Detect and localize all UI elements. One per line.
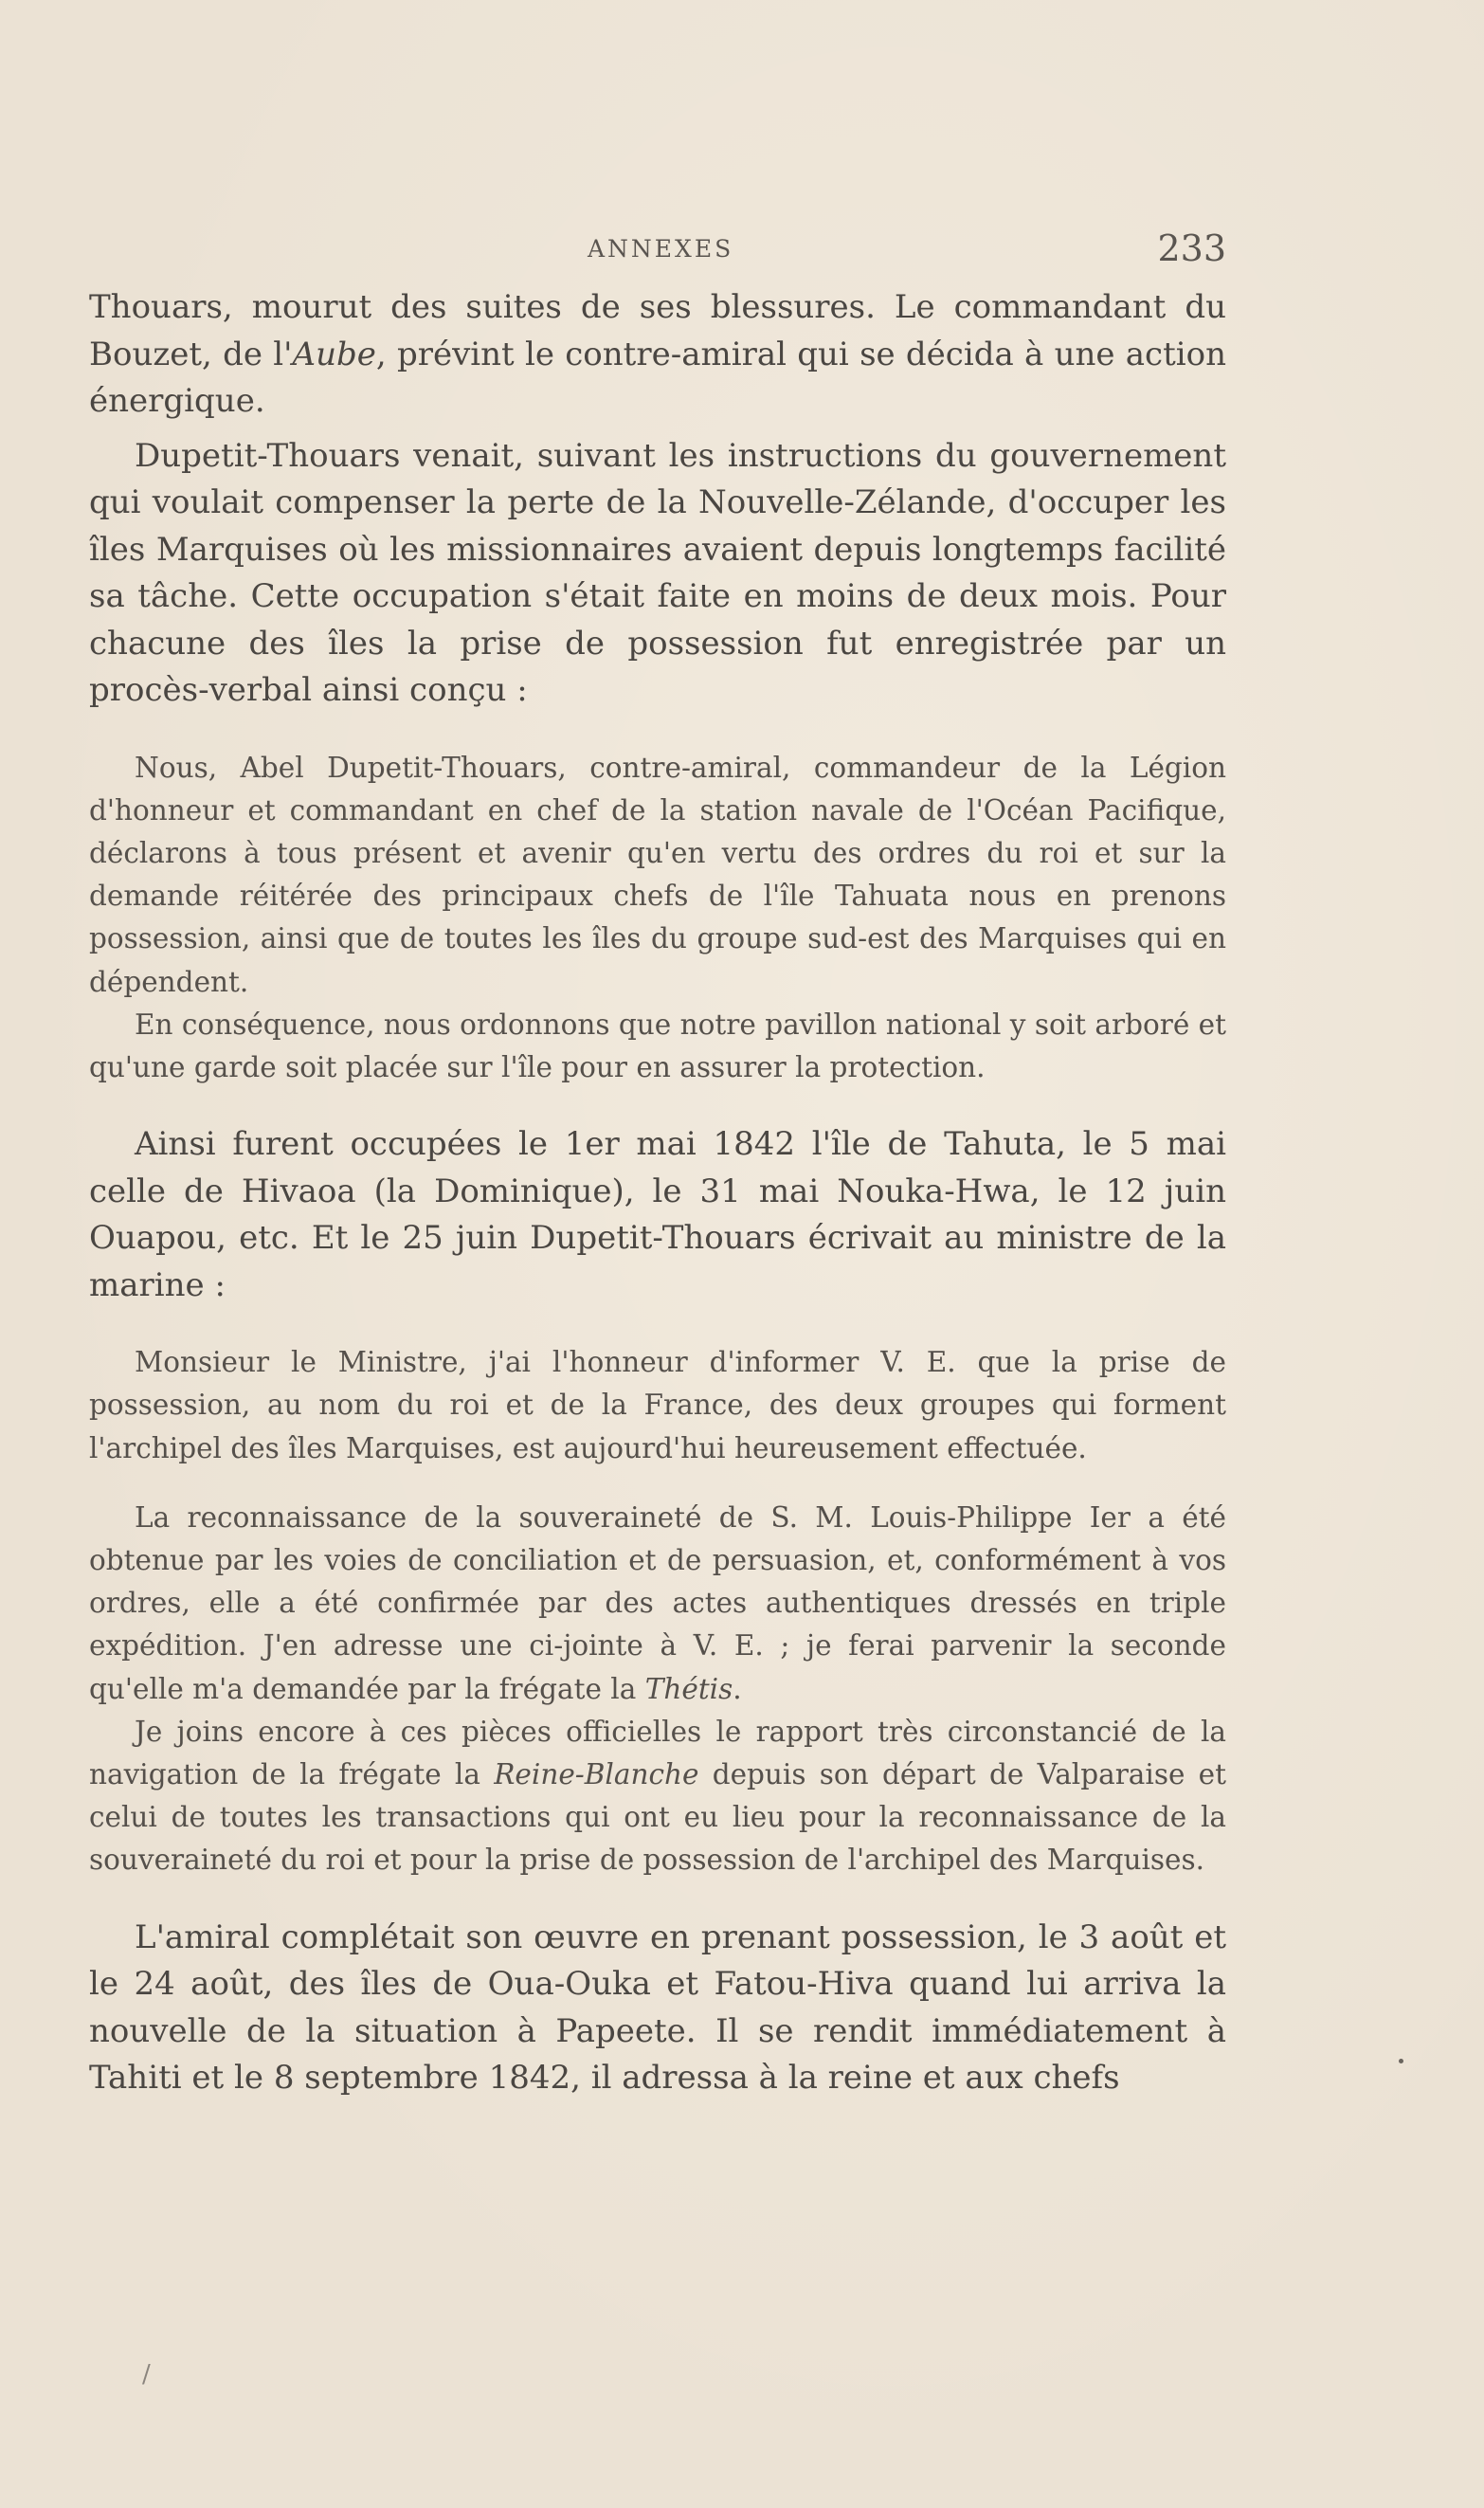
margin-dot: [1399, 2059, 1403, 2063]
paragraph-2: Dupetit-Thouars venait, suivant les instructions du gouvernement qui voulait compenser la perte de la Nouvelle-Zélande, d'occuper les îles Marquises où les missionnaires avaient depuis longtemps facilité sa tâche. Cette occupation s'était faite en moins de deux mois. Pour chacune des îles la prise de possession fut enregistrée par un procès-verbal ainsi conçu :: [89, 436, 1226, 709]
ship-name-reine-blanche: Reine-Blanche: [494, 1757, 699, 1790]
page-number: 233: [1157, 227, 1226, 269]
letter-paragraph-2-text: La reconnaissance de la souveraineté de S. M. Louis-Philippe Ier a été obtenue par les voies de conciliation et de persuasion, et, conformément à vos ordres, elle a été confirmée par des actes authentiques dressés en triple expédition. J'en adresse une ci-jointe à V. E. ; je ferai parvenir la seconde qu'elle m'a demandée par la frégate la: [89, 1500, 1226, 1705]
quote-proces-verbal-2: En conséquence, nous ordonnons que notre pavillon national y soit arboré et qu'une garde soit placée sur l'île pour en assurer la protection.: [89, 1008, 1226, 1083]
running-title: ANNEXES: [588, 235, 734, 263]
letter-paragraph-3-text: Je joins encore à ces pièces officielles le rapport très circonstancié de la navigation de la frégate la: [89, 1715, 1226, 1790]
body-text: [89, 284, 1226, 2102]
paragraph-1: [89, 284, 1226, 426]
letter-paragraph-2-end: .: [733, 1672, 742, 1705]
page-header: [0, 227, 1484, 273]
paragraph-occupation: Ainsi furent occupées le 1er mai 1842 l'île de Tahuta, le 5 mai celle de Hivaoa (la Dominique), le 31 mai Nouka-Hwa, le 12 juin Ouapou, etc. Et le 25 juin Dupetit-Thouars écrivait au ministre de la marine :: [89, 1125, 1226, 1304]
ship-name-thetis: Thétis: [644, 1672, 733, 1705]
ship-name-aube: Aube: [292, 335, 376, 373]
letter-paragraph-1: Monsieur le Ministre, j'ai l'honneur d'informer V. E. que la prise de possession, au nom du roi et de la France, des deux groupes qui forment l'archipel des îles Marquises, est aujourd'hui heureusement effectuée.: [89, 1346, 1226, 1464]
margin-mark: /: [142, 2360, 151, 2389]
letter-paragraph-2: [89, 1497, 1226, 1711]
quote-proces-verbal: Nous, Abel Dupetit-Thouars, contre-amiral, commandeur de la Légion d'honneur et commandant en chef de la station navale de l'Océan Pacifique, déclarons à tous présent et avenir qu'en vertu des ordres du roi et sur la demande réitérée des principaux chefs de l'île Tahuata nous en prenons possession, ainsi que de toutes les îles du groupe sud-est des Marquises qui en dépendent.: [89, 751, 1226, 998]
paragraph-final: L'amiral complétait son œuvre en prenant possession, le 3 août et le 24 août, des îles de Oua-Ouka et Fatou-Hiva quand lui arriva la nouvelle de la situation à Papeete. Il se rendit immédiatement à Tahiti et le 8 septembre 1842, il adressa à la reine et aux chefs: [89, 1917, 1226, 2098]
paragraph-1-text: Thouars, mourut des suites de ses blessures. Le commandant du Bouzet, de l': [89, 288, 1226, 373]
paragraph-1-end: , prévint le contre-amiral qui se décida à une action énergique.: [89, 335, 1226, 420]
letter-paragraph-3: [89, 1711, 1226, 1882]
letter-paragraph-3-end: depuis son départ de Valparaise et celui de toutes les transactions qui ont eu lieu pour la reconnaissance de la souveraineté du roi et pour la prise de possession de l'archipel des Marquises.: [89, 1757, 1226, 1877]
